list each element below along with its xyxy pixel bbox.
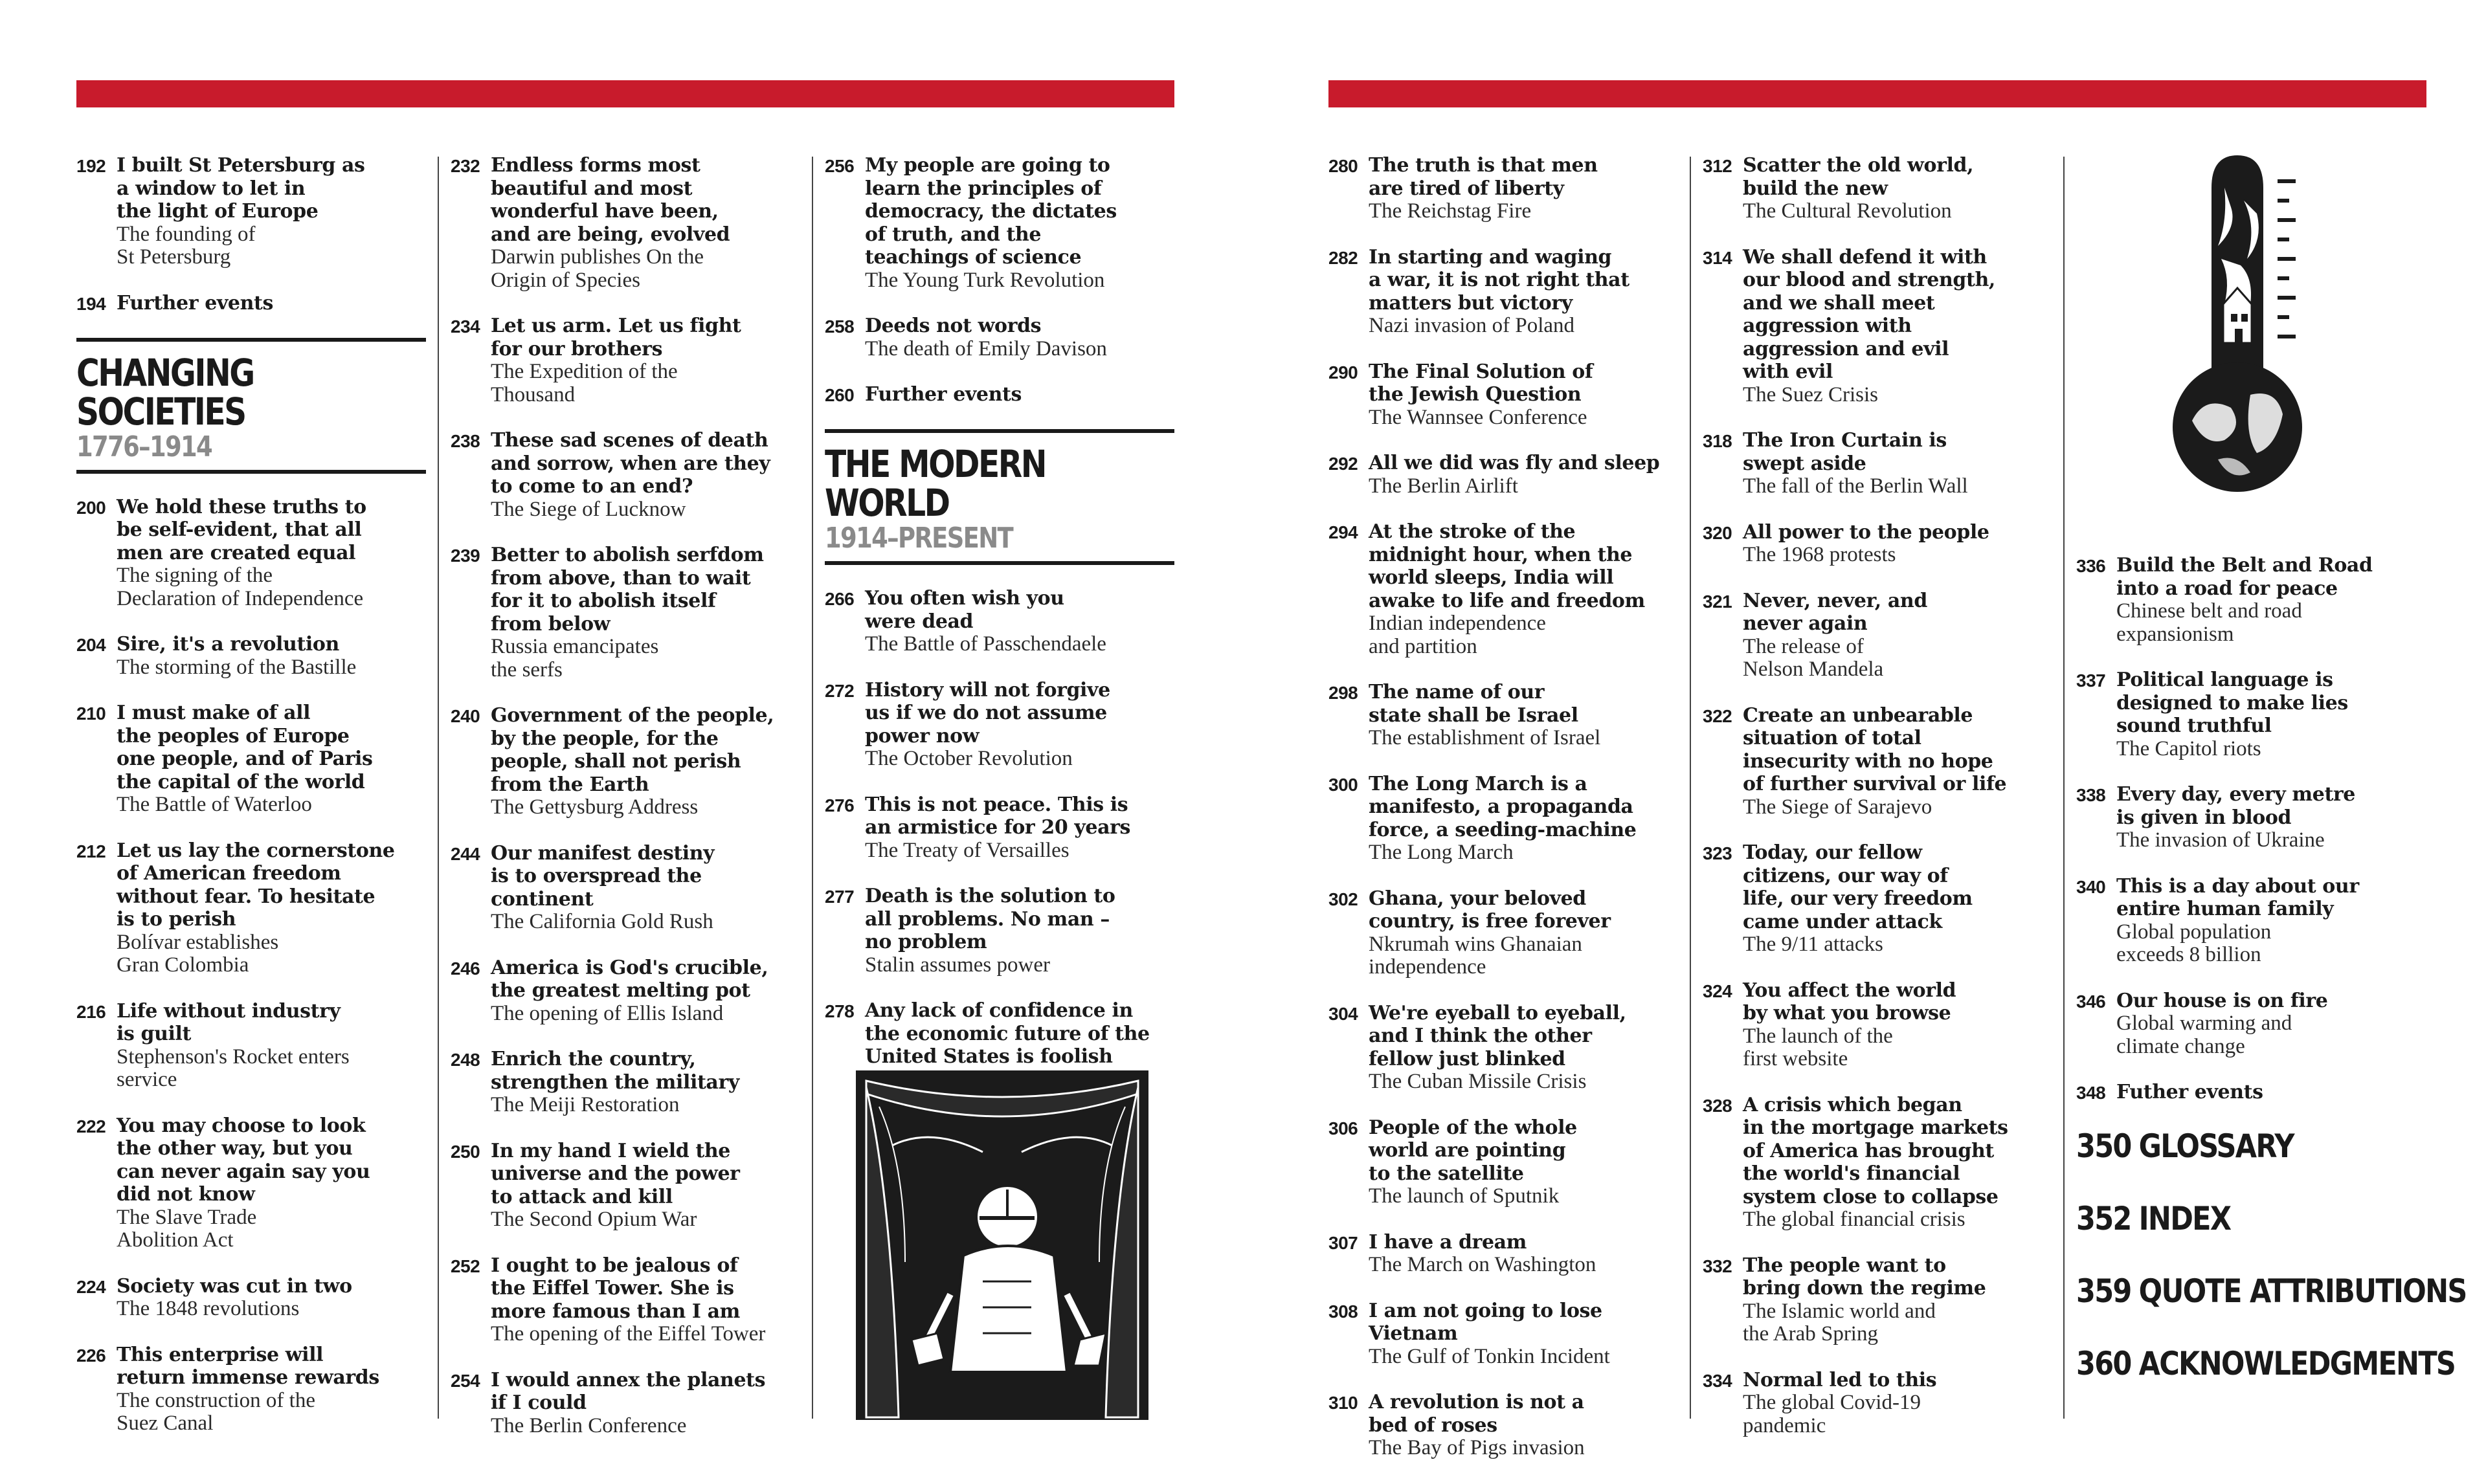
- entry-title: The Long March is a manifesto, a propaganda force, a seeding-machine: [1369, 772, 1637, 841]
- entry-subtitle: The invasion of Ukraine: [2116, 828, 2325, 852]
- contents-entry[interactable]: [1328, 520, 1678, 658]
- entry-title: Normal led to this: [1743, 1368, 1937, 1391]
- page-number: 306: [1328, 1118, 1358, 1138]
- entry-subtitle: The Slave Trade Abolition Act: [117, 1205, 257, 1252]
- page-number: 226: [76, 1345, 106, 1366]
- page-number: 350: [2076, 1127, 2131, 1165]
- contents-entry[interactable]: [825, 587, 1174, 656]
- entry-subtitle: The global financial crisis: [1743, 1208, 1965, 1231]
- contents-entry[interactable]: [2076, 990, 2439, 1059]
- page-number: 239: [451, 546, 480, 566]
- page-number: 312: [1703, 156, 1732, 176]
- entry-title: All we did was fly and sleep: [1369, 452, 1660, 474]
- entry-title: Further events: [865, 383, 1022, 406]
- page-number: 240: [451, 706, 480, 726]
- page-number: 248: [451, 1050, 480, 1070]
- contents-entry[interactable]: [76, 1114, 426, 1252]
- entry-subtitle: The Siege of Sarajevo: [1743, 795, 1932, 819]
- page-number: 337: [2076, 670, 2106, 691]
- contents-entry[interactable]: [1703, 979, 2052, 1071]
- entry-subtitle: The Suez Crisis: [1743, 382, 1878, 406]
- contents-column-4: [1328, 154, 1678, 1483]
- entry-subtitle: The death of Emily Davison: [865, 337, 1107, 360]
- contents-entry[interactable]: [76, 633, 426, 679]
- contents-entry[interactable]: [76, 292, 426, 315]
- entry-title: America is God's crucible, the greatest melting pot: [491, 956, 768, 1002]
- back-matter-label: GLOSSARY: [2138, 1127, 2294, 1165]
- page-number: 252: [451, 1256, 480, 1276]
- entry-subtitle: The Long March: [1369, 841, 1514, 864]
- page-number: 308: [1328, 1301, 1358, 1322]
- entry-title: Futher events: [2116, 1081, 2263, 1103]
- contents-column-1: [76, 154, 426, 1458]
- contents-entry[interactable]: [1328, 1300, 1678, 1369]
- back-matter-label: QUOTE ATTRIBUTIONS: [2138, 1272, 2467, 1310]
- contents-entry[interactable]: [2076, 669, 2439, 760]
- page-number: 278: [825, 1001, 855, 1021]
- contents-entry[interactable]: [76, 1344, 426, 1435]
- entry-title: Deeds not words: [865, 315, 1042, 337]
- section-years: 1914–PRESENT: [825, 522, 1013, 555]
- contents-entry[interactable]: [451, 429, 800, 521]
- red-header-bar-left: [76, 80, 1174, 107]
- entry-title: Government of the people, by the people, for the people, shall not perish from the Earth: [491, 704, 774, 796]
- entry-subtitle: The Berlin Conference: [491, 1413, 687, 1437]
- entry-subtitle: The October Revolution: [865, 747, 1073, 770]
- contents-entry[interactable]: [451, 957, 800, 1026]
- entry-subtitle: The Reichstag Fire: [1369, 199, 1532, 223]
- page-number: 200: [76, 497, 106, 518]
- entry-subtitle: The opening of Ellis Island: [491, 1001, 724, 1025]
- entry-title: Sire, it's a revolution: [117, 633, 339, 656]
- entry-subtitle: Global warming and climate change: [2116, 1012, 2292, 1058]
- entry-title: I ought to be jealous of the Eiffel Tower. She is more famous than I am: [491, 1254, 740, 1323]
- contents-entry[interactable]: [76, 154, 426, 269]
- entry-title: A revolution is not a bed of roses: [1369, 1391, 1584, 1437]
- entry-title: People of the whole world are pointing to the satellite: [1369, 1116, 1577, 1185]
- entry-title: Society was cut in two: [117, 1274, 352, 1298]
- contents-entry[interactable]: [76, 1000, 426, 1092]
- contents-entry[interactable]: [76, 702, 426, 817]
- contents-entry[interactable]: [76, 496, 426, 611]
- entry-title: My people are going to learn the principles of democracy, the dictates of truth, and the teachings of science: [865, 154, 1117, 269]
- contents-entry[interactable]: [1328, 154, 1678, 223]
- entry-title: I am not going to lose Vietnam: [1369, 1299, 1602, 1345]
- entry-title: Build the Belt and Road into a road for peace: [2116, 554, 2373, 600]
- page-number: 294: [1328, 522, 1358, 542]
- contents-entry[interactable]: [1328, 1231, 1678, 1277]
- stage-curtain-soldier-illustration: [853, 1068, 1151, 1423]
- page-number: 246: [451, 958, 480, 979]
- entry-title: Our manifest destiny is to overspread the continent: [491, 841, 715, 911]
- back-matter-label: INDEX: [2138, 1200, 2231, 1237]
- entry-title: Every day, every metre is given in blood: [2116, 783, 2355, 829]
- entry-subtitle: The Battle of Waterloo: [117, 793, 312, 816]
- entry-subtitle: The 1848 revolutions: [117, 1297, 300, 1320]
- entry-subtitle: Nazi invasion of Poland: [1369, 314, 1575, 337]
- entry-title: At the stroke of the midnight hour, when the world sleeps, India will awake to life and freedom: [1369, 520, 1645, 612]
- page-number: 321: [1703, 591, 1732, 612]
- entry-title: This enterprise will return immense rewards: [117, 1343, 379, 1389]
- page-number: 290: [1328, 362, 1358, 382]
- contents-entry[interactable]: [1703, 1254, 2052, 1346]
- page-number: 302: [1328, 889, 1358, 909]
- entry-title: Our house is on fire: [2116, 989, 2328, 1012]
- entry-title: Enrich the country, strengthen the military: [491, 1048, 739, 1094]
- entry-subtitle: Chinese belt and road expansionism: [2116, 599, 2302, 646]
- entry-subtitle: The establishment of Israel: [1369, 726, 1601, 749]
- entry-title: I would annex the planets if I could: [491, 1368, 766, 1414]
- contents-entry[interactable]: [1328, 360, 1678, 430]
- entry-subtitle: The signing of the Declaration of Independence: [117, 564, 364, 610]
- contents-entry[interactable]: [1703, 521, 2052, 567]
- contents-entry[interactable]: [2076, 554, 2439, 646]
- entry-subtitle: Stephenson's Rocket enters service: [117, 1045, 350, 1091]
- entry-subtitle: The launch of the first website: [1743, 1024, 1893, 1070]
- contents-entry[interactable]: [825, 679, 1174, 771]
- entry-title: We hold these truths to be self-evident, that all men are created equal: [117, 495, 366, 564]
- entry-subtitle: The construction of the Suez Canal: [117, 1388, 315, 1435]
- page-number: 336: [2076, 556, 2106, 576]
- thermometer-earth-illustration: [2166, 149, 2335, 498]
- page-number: 322: [1703, 705, 1732, 726]
- contents-entry[interactable]: [1328, 452, 1678, 498]
- entry-subtitle: The Gettysburg Address: [491, 795, 699, 819]
- contents-entry[interactable]: [1703, 429, 2052, 498]
- contents-column-5: [1703, 154, 2052, 1460]
- column-divider: [438, 157, 439, 1419]
- page-number: 212: [76, 841, 106, 861]
- page-number: 298: [1328, 683, 1358, 703]
- contents-entry[interactable]: [76, 1275, 426, 1321]
- page-number: 256: [825, 156, 855, 176]
- entry-subtitle: Indian independence and partition: [1369, 612, 1546, 658]
- page-number: 238: [451, 431, 480, 451]
- page-number: 204: [76, 635, 106, 655]
- entry-title: I built St Petersburg as a window to let in the light of Europe: [117, 154, 365, 223]
- entry-subtitle: The Battle of Passchendaele: [865, 632, 1106, 656]
- page-number: 310: [1328, 1393, 1358, 1413]
- entry-title: All power to the people: [1743, 520, 1989, 544]
- contents-column-3: [825, 154, 1174, 1114]
- entry-title: Any lack of confidence in the economic future of the United States is foolish: [865, 999, 1150, 1068]
- entry-title: Never, never, and never again: [1743, 589, 1927, 635]
- contents-entry[interactable]: [825, 315, 1174, 360]
- entry-subtitle: The 1968 protests: [1743, 543, 1896, 566]
- entry-subtitle: The global Covid-19 pandemic: [1743, 1391, 1921, 1437]
- contents-entry[interactable]: [451, 1254, 800, 1346]
- entry-subtitle: Bolívar establishes Gran Colombia: [117, 930, 279, 977]
- entry-title: You may choose to look the other way, but you can never again say you did not know: [117, 1114, 370, 1206]
- entry-subtitle: The Wannsee Conference: [1369, 405, 1587, 429]
- section-years: 1776–1914: [76, 430, 212, 463]
- page-number: 258: [825, 316, 855, 337]
- entry-title: In starting and waging a war, it is not right that matters but victory: [1369, 245, 1629, 315]
- entry-title: The Final Solution of the Jewish Question: [1369, 360, 1593, 406]
- entry-title: Ghana, your beloved country, is free forever: [1369, 887, 1611, 933]
- entry-subtitle: The California Gold Rush: [491, 910, 713, 933]
- entry-subtitle: The Cuban Missile Crisis: [1369, 1070, 1587, 1093]
- entry-subtitle: The Siege of Lucknow: [491, 497, 686, 521]
- contents-entry[interactable]: [451, 1048, 800, 1117]
- contents-entry[interactable]: [1328, 1391, 1678, 1460]
- page-number: 352: [2076, 1200, 2131, 1237]
- entry-title: Death is the solution to all problems. No man – no problem: [865, 885, 1115, 953]
- entry-subtitle: The Expedition of the Thousand: [491, 360, 678, 406]
- page-number: 320: [1703, 522, 1732, 543]
- page-number: 304: [1328, 1003, 1358, 1024]
- contents-entry[interactable]: [1703, 841, 2052, 957]
- page-number: 266: [825, 589, 855, 609]
- contents-entry[interactable]: [451, 315, 800, 406]
- entry-title: The people want to bring down the regime: [1743, 1254, 1986, 1300]
- contents-entry[interactable]: [1328, 246, 1678, 338]
- entry-title: Create an unbearable situation of total insecurity with no hope of further survival or life: [1743, 703, 2007, 795]
- column-divider: [812, 157, 813, 1419]
- contents-entry[interactable]: [1328, 773, 1678, 865]
- page-number: 210: [76, 703, 106, 724]
- page-number: 216: [76, 1001, 106, 1022]
- page-number: 254: [451, 1370, 480, 1391]
- entry-title: Further events: [117, 291, 273, 315]
- page-number: 276: [825, 795, 855, 815]
- page-number: 282: [1328, 247, 1358, 268]
- section-heading: [76, 338, 426, 474]
- entry-subtitle: The founding of St Petersburg: [117, 222, 256, 269]
- contents-entry[interactable]: [451, 544, 800, 681]
- section-title: THE MODERN WORLD: [825, 442, 1046, 525]
- page-number: 314: [1703, 247, 1732, 268]
- entry-title: Let us arm. Let us fight for our brothers: [491, 315, 741, 360]
- contents-entry[interactable]: [1328, 681, 1678, 750]
- page-number: 318: [1703, 431, 1732, 451]
- back-matter-label: ACKNOWLEDGMENTS: [2138, 1345, 2456, 1382]
- page-number: 338: [2076, 785, 2106, 805]
- page-number: 250: [451, 1141, 480, 1162]
- page-number: 224: [76, 1276, 106, 1297]
- back-matter-link[interactable]: [2076, 1199, 2388, 1238]
- contents-entry[interactable]: [825, 383, 1174, 406]
- contents-entry[interactable]: [451, 154, 800, 292]
- entry-subtitle: Russia emancipates the serfs: [491, 635, 659, 681]
- contents-entry[interactable]: [825, 154, 1174, 292]
- contents-entry[interactable]: [2076, 875, 2439, 967]
- page-number: 280: [1328, 156, 1358, 176]
- entry-title: These sad scenes of death and sorrow, when are they to come to an end?: [491, 429, 770, 498]
- page-number: 272: [825, 680, 855, 701]
- contents-entry[interactable]: [1703, 704, 2052, 819]
- entry-title: Better to abolish serfdom from above, than to wait for it to abolish itself from below: [491, 544, 764, 636]
- entry-title: In my hand I wield the universe and the power to attack and kill: [491, 1139, 740, 1208]
- entry-subtitle: The storming of the Bastille: [117, 655, 357, 679]
- entry-subtitle: The Cultural Revolution: [1743, 199, 1952, 223]
- entry-subtitle: Global population exceeds 8 billion: [2116, 920, 2272, 966]
- entry-title: The truth is that men are tired of liberty: [1369, 154, 1598, 200]
- column-divider: [2063, 157, 2065, 1419]
- entry-subtitle: The opening of the Eiffel Tower: [491, 1322, 766, 1346]
- page-number: 307: [1328, 1232, 1358, 1253]
- contents-entry[interactable]: [1328, 887, 1678, 979]
- contents-entry[interactable]: [451, 1140, 800, 1232]
- page-number: 192: [76, 156, 106, 176]
- page-number: 194: [76, 293, 106, 314]
- page-number: 340: [2076, 876, 2106, 897]
- entry-subtitle: Darwin publishes On the Origin of Species: [491, 245, 704, 292]
- entry-title: The name of our state shall be Israel: [1369, 681, 1578, 727]
- page-number: 260: [825, 385, 855, 405]
- contents-entry[interactable]: [1703, 1369, 2052, 1438]
- column-divider: [1690, 157, 1691, 1419]
- entry-subtitle: The Meiji Restoration: [491, 1093, 680, 1116]
- entry-title: You affect the world by what you browse: [1743, 979, 1956, 1024]
- contents-entry[interactable]: [451, 704, 800, 819]
- entry-subtitle: Nkrumah wins Ghanaian independence: [1369, 932, 1582, 979]
- red-header-bar-right: [1328, 80, 2426, 107]
- entry-title: Scatter the old world, build the new: [1743, 154, 1974, 200]
- entry-title: Today, our fellow citizens, our way of life, our very freedom came under attack: [1743, 841, 1973, 933]
- contents-column-6: [2076, 554, 2467, 1417]
- entry-title: We're eyeball to eyeball, and I think the other fellow just blinked: [1369, 1001, 1626, 1070]
- page-number: 334: [1703, 1370, 1732, 1391]
- entry-title: We shall defend it with our blood and strength, and we shall meet aggression with aggression and evil with evil: [1743, 245, 1995, 383]
- contents-entry[interactable]: [1703, 154, 2052, 223]
- entry-title: You often wish you were dead: [865, 587, 1064, 633]
- section-title: CHANGING SOCIETIES: [76, 350, 254, 434]
- entry-subtitle: The 9/11 attacks: [1743, 933, 1883, 956]
- page-number: 360: [2076, 1345, 2131, 1382]
- page-number: 323: [1703, 843, 1732, 863]
- page-number: 244: [451, 843, 480, 864]
- entry-title: Endless forms most beautiful and most wonderful have been, and are being, evolved: [491, 154, 730, 246]
- page-number: 324: [1703, 980, 1732, 1001]
- page-number: 292: [1328, 454, 1358, 474]
- entry-subtitle: Stalin assumes power: [865, 953, 1050, 977]
- entry-title: Political language is designed to make lies sound truthful: [2116, 669, 2348, 737]
- contents-entry[interactable]: [76, 839, 426, 977]
- contents-entry[interactable]: [825, 885, 1174, 977]
- page-number: 300: [1328, 774, 1358, 795]
- contents-entry[interactable]: [1703, 1094, 2052, 1232]
- entry-title: A crisis which began in the mortgage markets of America has brought the world's financial system close to collapse: [1743, 1093, 2008, 1208]
- entry-title: Life without industry is guilt: [117, 999, 341, 1045]
- entry-title: I must make of all the peoples of Europe one people, and of Paris the capital of the world: [117, 702, 373, 793]
- page-number: 346: [2076, 991, 2106, 1012]
- contents-entry[interactable]: [451, 1369, 800, 1438]
- entry-subtitle: The Berlin Airlift: [1369, 474, 1518, 498]
- entry-subtitle: The Second Opium War: [491, 1208, 697, 1231]
- entry-subtitle: The Gulf of Tonkin Incident: [1369, 1344, 1610, 1368]
- contents-entry[interactable]: [2076, 1081, 2439, 1104]
- entry-title: Let us lay the cornerstone of American freedom without fear. To hesitate is to perish: [117, 839, 395, 931]
- contents-entry[interactable]: [451, 842, 800, 934]
- back-matter-link[interactable]: [2076, 1272, 2467, 1311]
- entry-title: This is a day about our entire human family: [2116, 874, 2359, 920]
- entry-subtitle: The Bay of Pigs invasion: [1369, 1436, 1585, 1459]
- page-number: 332: [1703, 1256, 1732, 1276]
- page-number: 232: [451, 156, 480, 176]
- page-number: 234: [451, 316, 480, 337]
- entry-subtitle: The March on Washington: [1369, 1253, 1596, 1276]
- page-number: 328: [1703, 1095, 1732, 1116]
- entry-subtitle: The Islamic world and the Arab Spring: [1743, 1299, 1936, 1346]
- page-number: 348: [2076, 1083, 2106, 1103]
- entry-subtitle: The launch of Sputnik: [1369, 1184, 1560, 1208]
- page-number: 359: [2076, 1272, 2131, 1310]
- contents-entry[interactable]: [1328, 1002, 1678, 1094]
- contents-column-2: [451, 154, 800, 1460]
- entry-subtitle: The Treaty of Versailles: [865, 838, 1069, 862]
- contents-entry[interactable]: [825, 793, 1174, 863]
- entry-subtitle: The release of Nelson Mandela: [1743, 634, 1884, 681]
- entry-title: I have a dream: [1369, 1230, 1527, 1254]
- contents-entry[interactable]: [1328, 1116, 1678, 1208]
- contents-entry[interactable]: [2076, 783, 2439, 852]
- page-number: 277: [825, 887, 855, 907]
- back-matter-link[interactable]: [2076, 1127, 2388, 1166]
- contents-entry[interactable]: [1703, 590, 2052, 681]
- contents-entry[interactable]: [1703, 246, 2052, 407]
- entry-title: The Iron Curtain is swept aside: [1743, 429, 1947, 475]
- section-heading: [825, 429, 1174, 565]
- back-matter-link[interactable]: [2076, 1344, 2456, 1383]
- entry-title: This is not peace. This is an armistice for 20 years: [865, 793, 1131, 839]
- entry-subtitle: The fall of the Berlin Wall: [1743, 474, 1968, 498]
- entry-title: History will not forgive us if we do not assume power now: [865, 678, 1110, 748]
- entry-subtitle: The Capitol riots: [2116, 736, 2261, 760]
- entry-subtitle: The Young Turk Revolution: [865, 268, 1105, 292]
- page-number: 222: [76, 1116, 106, 1136]
